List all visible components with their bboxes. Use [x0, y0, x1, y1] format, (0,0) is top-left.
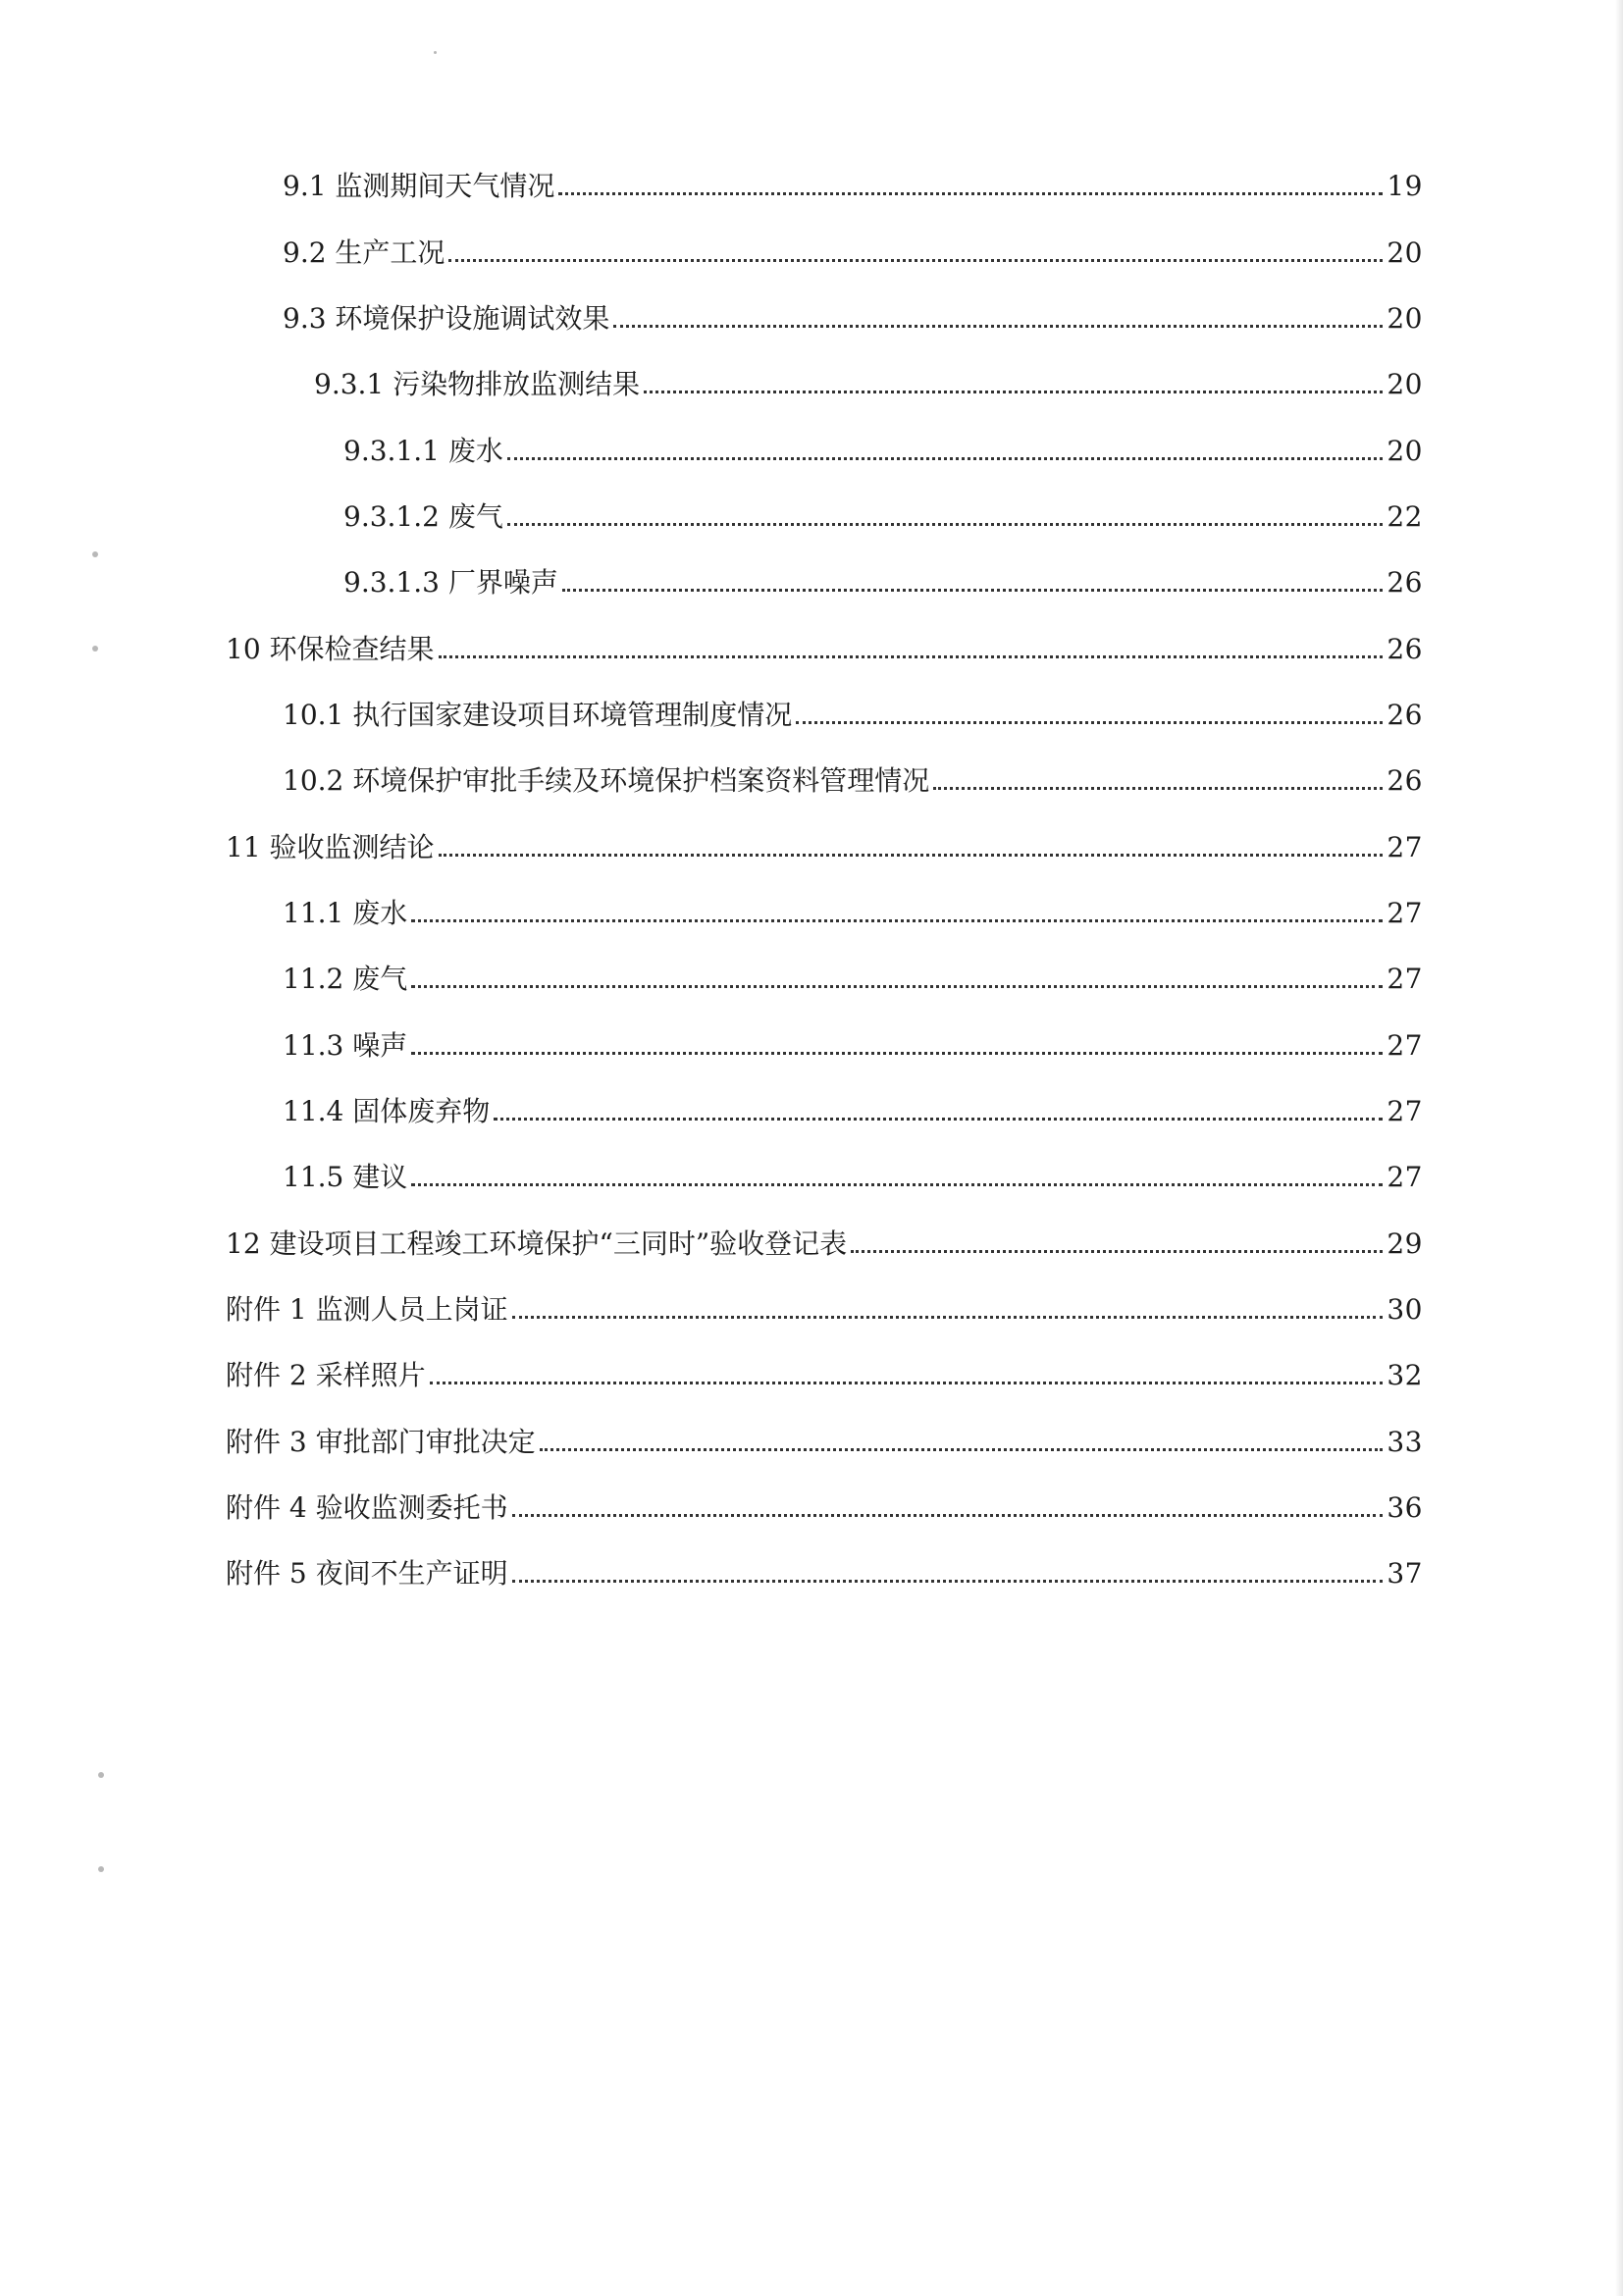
toc-page-number: 19: [1387, 170, 1423, 202]
toc-dot-leader: [411, 1183, 1383, 1186]
toc-entry-title: 10 环保检查结果: [226, 633, 435, 665]
toc-page-number: 26: [1387, 764, 1423, 797]
toc-dot-leader: [494, 1118, 1383, 1121]
toc-entry-title: 附件 1 监测人员上岗证: [226, 1293, 508, 1326]
toc-entry-appendix-3[interactable]: [226, 1417, 1423, 1460]
toc-dot-leader: [507, 457, 1383, 460]
toc-page-number: 22: [1387, 500, 1423, 533]
toc-entry-title: 9.3.1.2 废气: [343, 500, 503, 533]
toc-dot-leader: [512, 1316, 1384, 1319]
toc-page-number: 27: [1387, 1095, 1423, 1127]
toc-entry-9-3-1-1[interactable]: [343, 426, 1423, 469]
toc-entry-title: 11.4 固体废弃物: [283, 1095, 491, 1127]
toc-entry-10-1[interactable]: [283, 690, 1423, 733]
toc-entry-11-4[interactable]: [283, 1086, 1423, 1129]
scan-speck: [98, 1772, 104, 1778]
toc-dot-leader: [411, 1052, 1383, 1055]
toc-entry-title: 11.1 废水: [283, 897, 408, 929]
toc-entry-title: 附件 5 夜间不生产证明: [226, 1557, 508, 1590]
toc-entry-9-3-1[interactable]: [314, 359, 1423, 402]
toc-entry-appendix-1[interactable]: [226, 1284, 1423, 1328]
toc-dot-leader: [540, 1448, 1384, 1451]
toc-entry-10-2[interactable]: [283, 756, 1423, 799]
toc-entry-appendix-5[interactable]: [226, 1548, 1423, 1592]
toc-page-number: 29: [1387, 1227, 1423, 1260]
toc-entry-10[interactable]: [226, 624, 1423, 667]
toc-entry-title: 11.5 建议: [283, 1161, 408, 1193]
toc-entry-title: 9.3 环境保护设施调试效果: [283, 302, 610, 335]
toc-page-number: 37: [1387, 1557, 1423, 1590]
toc-page-number: 20: [1387, 302, 1423, 335]
toc-page-number: 36: [1387, 1491, 1423, 1524]
toc-page-number: 27: [1387, 1029, 1423, 1062]
toc-entry-11-2[interactable]: [283, 954, 1423, 997]
toc-page-number: 32: [1387, 1359, 1423, 1391]
toc-entry-9-3-1-3[interactable]: [343, 557, 1423, 600]
toc-entry-11-5[interactable]: [283, 1152, 1423, 1195]
toc-entry-title: 附件 2 采样照片: [226, 1359, 426, 1391]
toc-entry-11[interactable]: [226, 822, 1423, 865]
toc-dot-leader: [933, 787, 1383, 790]
toc-entry-appendix-2[interactable]: [226, 1350, 1423, 1393]
toc-page-number: 27: [1387, 963, 1423, 995]
toc-page-number: 20: [1387, 236, 1423, 269]
toc-dot-leader: [562, 589, 1383, 592]
toc-dot-leader: [411, 919, 1383, 922]
toc-dot-leader: [796, 721, 1383, 724]
toc-page-number: 30: [1387, 1293, 1423, 1326]
toc-entry-title: 附件 4 验收监测委托书: [226, 1491, 508, 1524]
toc-entry-title: 附件 3 审批部门审批决定: [226, 1426, 536, 1458]
toc-page-number: 26: [1387, 699, 1423, 731]
toc-dot-leader: [512, 1580, 1384, 1583]
toc-page-number: 26: [1387, 566, 1423, 599]
scan-speck: [98, 1866, 104, 1872]
toc-entry-12[interactable]: [226, 1219, 1423, 1262]
toc-dot-leader: [613, 325, 1383, 328]
toc-dot-leader: [439, 854, 1384, 857]
toc-dot-leader: [448, 259, 1383, 262]
toc-entry-title: 12 建设项目工程竣工环境保护“三同时”验收登记表: [226, 1227, 848, 1260]
toc-dot-leader: [411, 985, 1383, 988]
toc-page-number: 20: [1387, 368, 1423, 400]
toc-entry-title: 9.3.1.1 废水: [343, 435, 503, 467]
toc-entry-title: 10.1 执行国家建设项目环境管理制度情况: [283, 699, 793, 731]
toc-entry-title: 9.3.1 污染物排放监测结果: [314, 368, 641, 400]
toc-entry-11-3[interactable]: [283, 1020, 1423, 1064]
toc-entry-title: 10.2 环境保护审批手续及环境保护档案资料管理情况: [283, 764, 930, 797]
toc-page-number: 27: [1387, 897, 1423, 929]
toc-entry-title: 11.3 噪声: [283, 1029, 408, 1062]
toc-entry-appendix-4[interactable]: [226, 1483, 1423, 1526]
toc-entry-title: 9.3.1.3 厂界噪声: [343, 566, 558, 599]
toc-entry-9-1[interactable]: [283, 161, 1423, 204]
toc-entry-title: 9.2 生产工况: [283, 236, 445, 269]
toc-dot-leader: [507, 523, 1383, 526]
toc-entry-title: 11.2 废气: [283, 963, 408, 995]
toc-page-number: 20: [1387, 435, 1423, 467]
toc-page-number: 27: [1387, 831, 1423, 863]
toc-page-number: 33: [1387, 1426, 1423, 1458]
toc-entry-9-2[interactable]: [283, 228, 1423, 271]
toc-dot-leader: [430, 1382, 1384, 1384]
toc-page-number: 27: [1387, 1161, 1423, 1193]
toc-entry-9-3[interactable]: [283, 293, 1423, 337]
toc-entry-11-1[interactable]: [283, 888, 1423, 931]
toc-page-number: 26: [1387, 633, 1423, 665]
toc-dot-leader: [558, 192, 1383, 195]
toc-entry-9-3-1-2[interactable]: [343, 492, 1423, 535]
toc-entry-title: 11 验收监测结论: [226, 831, 435, 863]
toc-dot-leader: [644, 391, 1383, 393]
toc-dot-leader: [851, 1250, 1383, 1253]
toc-entry-title: 9.1 监测期间天气情况: [283, 170, 555, 202]
toc-dot-leader: [512, 1514, 1384, 1517]
toc-dot-leader: [439, 655, 1384, 658]
